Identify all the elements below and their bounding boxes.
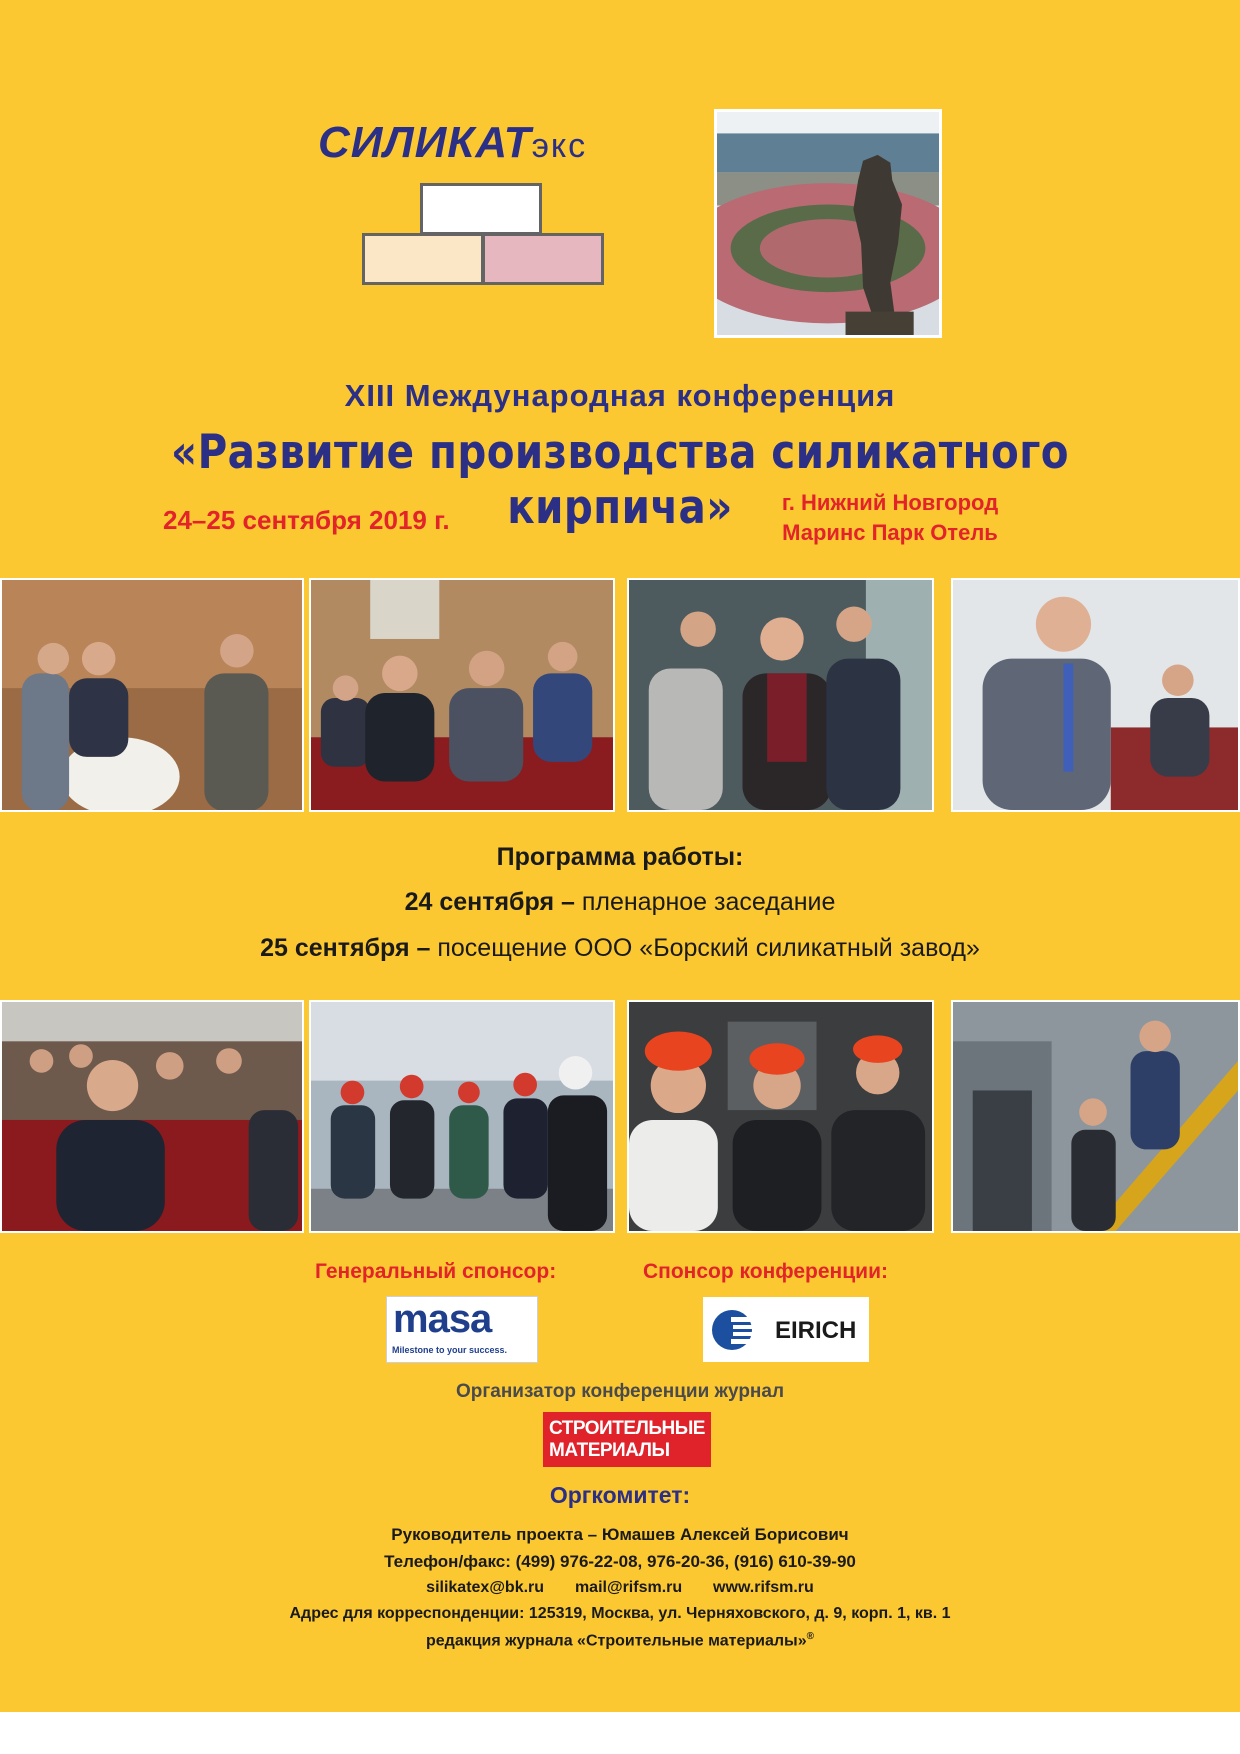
program-day-2-text: посещение ООО «Борский силикатный завод» (437, 934, 980, 962)
program-day-1-date: 24 сентября – (404, 888, 575, 916)
event-photo-7 (627, 1000, 934, 1233)
registered-mark-icon: ® (806, 1631, 814, 1642)
program-day-2 (0, 934, 1240, 963)
silikatex-logo (318, 118, 587, 168)
journal-logo-line-1: СТРОИТЕЛЬНЫЕ (549, 1418, 705, 1439)
orgcom-editorial (0, 1631, 1240, 1650)
orgcom-address: Адрес для корреспонденции: 125319, Москва, ул. Черняховского, д. 9, корп. 1, кв. 1 (289, 1605, 951, 1622)
conference-number-line: XIII Международная конференция (344, 378, 896, 413)
masa-logo (386, 1296, 538, 1363)
orgcom-editorial-text: редакция журнала «Строительные материалы» (425, 1632, 807, 1650)
conference-dates: 24–25 сентября 2019 г. (163, 505, 450, 535)
program-day-2-date: 25 сентября – (260, 934, 431, 962)
organizer-label: Организатор конференции журнал (455, 1381, 785, 1402)
logo-brick-top (420, 183, 542, 235)
logo-brick-right (482, 233, 604, 285)
conference-title: «Развитие производства силикатного кирпича» (171, 425, 1069, 535)
event-photo-5 (0, 1000, 304, 1233)
program-heading: Программа работы: (496, 843, 744, 871)
orgcom-lead: Руководитель проекта – Юмашев Алексей Борисович (391, 1525, 849, 1544)
logo-main-text: СИЛИКАТ (318, 118, 532, 167)
orgcom-email-2[interactable]: mail@rifsm.ru (574, 1579, 683, 1596)
event-photo-1 (0, 578, 304, 812)
event-photo-3 (627, 578, 934, 812)
orgcom-contacts (0, 1579, 1240, 1597)
general-sponsor-label: Генеральный спонсор: (315, 1260, 557, 1283)
logo-suffix-text: экс (531, 127, 588, 165)
event-photo-2 (309, 578, 615, 812)
event-photo-6 (309, 1000, 615, 1233)
orgcom-phone: Телефон/факс: (499) 976-22-08, 976-20-36, (916) 610-39-90 (384, 1552, 856, 1571)
orgcom-website[interactable]: www.rifsm.ru (713, 1579, 814, 1596)
monument-photo (714, 109, 942, 338)
eirich-emblem-icon (711, 1309, 753, 1351)
event-photo-8 (951, 1000, 1240, 1233)
eirich-name: EIRICH (775, 1317, 857, 1344)
conference-city: г. Нижний Новгород (781, 490, 999, 515)
orgcom-heading: Оргкомитет: (549, 1482, 691, 1508)
orgcom-email-1[interactable]: silikatex@bk.ru (426, 1579, 545, 1596)
program-day-1 (0, 888, 1240, 917)
program-day-1-text: пленарное заседание (581, 888, 836, 916)
event-photo-4 (951, 578, 1240, 812)
masa-tagline: Milestone to your success. (392, 1345, 508, 1355)
conference-sponsor-label: Спонсор конференции: (643, 1260, 888, 1283)
journal-logo-line-2: МАТЕРИАЛЫ (549, 1440, 670, 1461)
masa-name: masa (393, 1297, 492, 1341)
journal-logo (543, 1412, 711, 1467)
logo-brick-left (362, 233, 484, 285)
eirich-logo (703, 1297, 869, 1362)
conference-venue: Маринс Парк Отель (782, 520, 998, 545)
